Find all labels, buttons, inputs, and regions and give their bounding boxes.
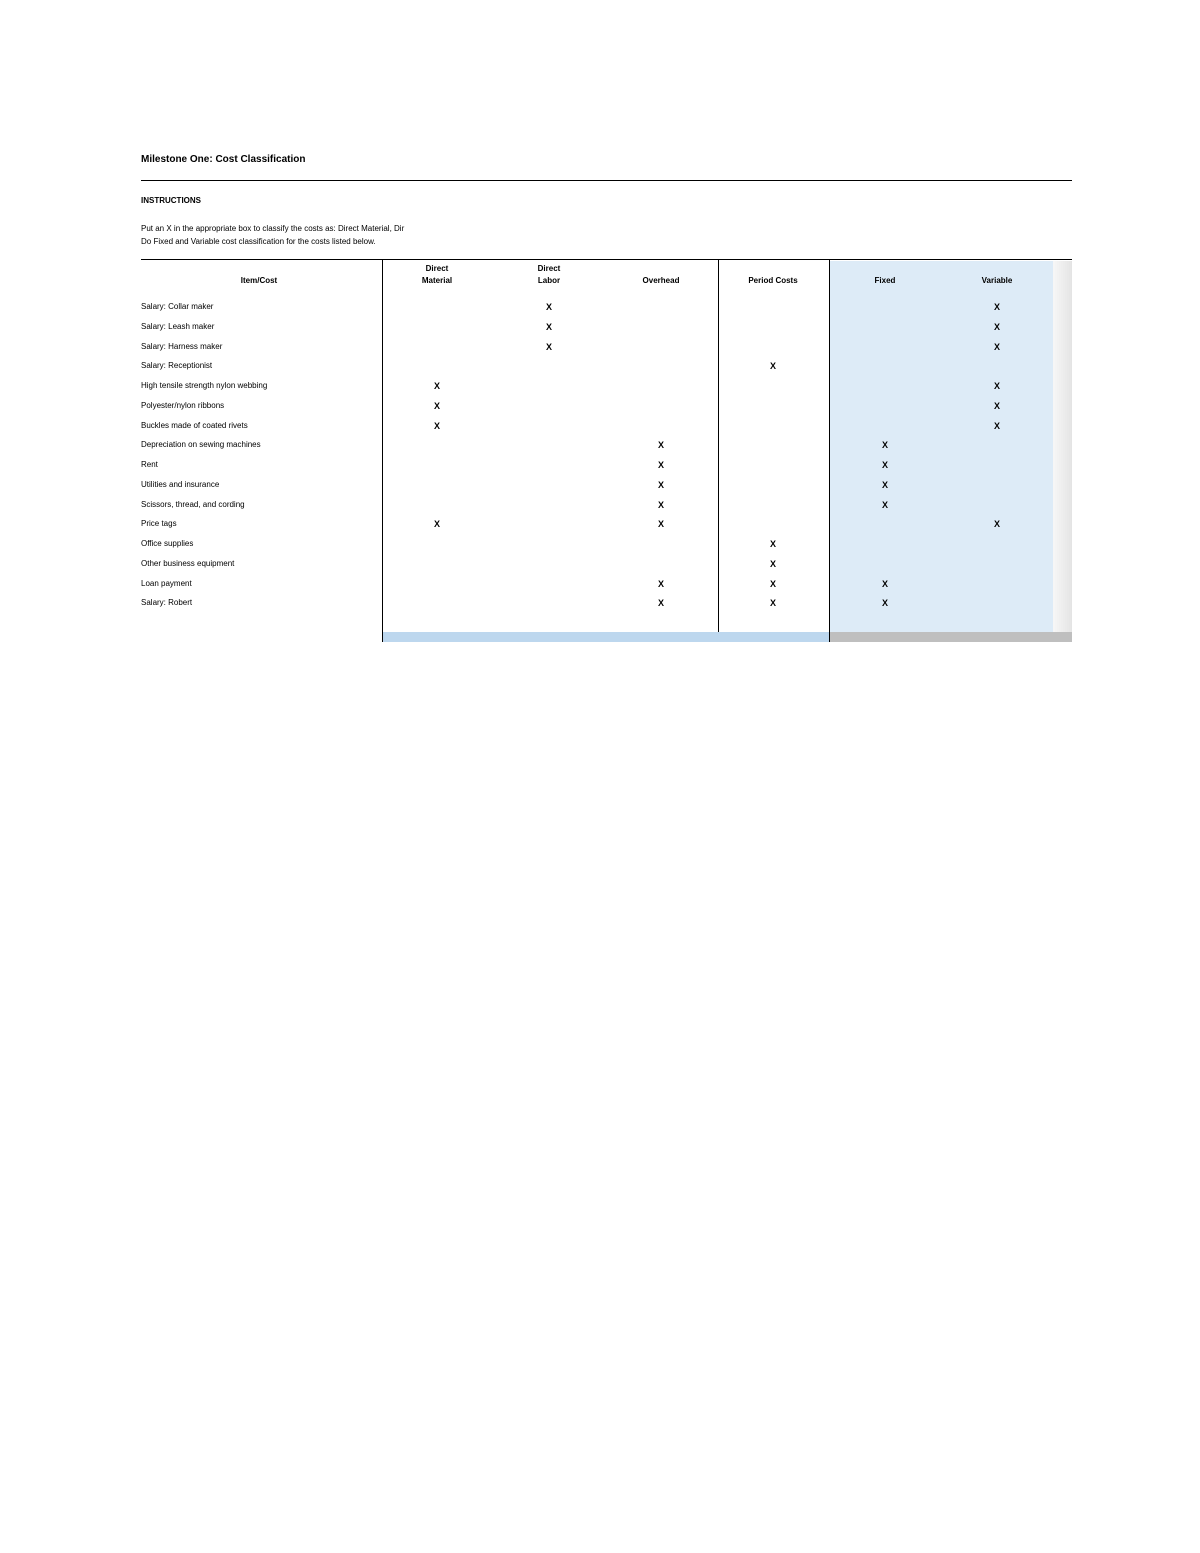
row-item-label: Salary: Robert <box>141 598 193 608</box>
row-item-label: Price tags <box>141 519 177 529</box>
table-footer-band-gray <box>830 632 1072 642</box>
header-fixed: Fixed <box>874 276 896 285</box>
mark-oh: X <box>657 598 664 609</box>
header-direct-material <box>387 263 487 287</box>
table-edge-shadow <box>1053 261 1072 632</box>
mark-vr: X <box>993 381 1000 391</box>
title-divider <box>141 180 1072 181</box>
mark-dl: X <box>545 302 552 312</box>
table-row <box>141 319 1053 339</box>
mark-oh: X <box>657 578 664 589</box>
table-row <box>141 536 1053 556</box>
mark-fx: X <box>881 460 888 470</box>
row-item-label: Office supplies <box>141 539 194 548</box>
table-row <box>141 576 1053 596</box>
document-title: Milestone One: Cost Classification <box>141 154 306 165</box>
row-item-label: Depreciation on sewing machines <box>141 440 261 450</box>
header-item-cost: Item/Cost <box>240 276 278 285</box>
row-item-label: Utilities and insurance <box>141 479 220 489</box>
mark-oh: X <box>657 460 664 470</box>
table-row <box>141 339 1053 359</box>
instructions-heading: INSTRUCTIONS <box>141 196 201 205</box>
mark-oh: X <box>657 519 664 530</box>
row-item-label: Buckles made of coated rivets <box>141 420 248 430</box>
table-row <box>141 457 1053 477</box>
row-item-label: Scissors, thread, and cording <box>141 499 245 509</box>
mark-dm: X <box>433 420 440 431</box>
table-row <box>141 497 1053 517</box>
instruction-line-1: Put an X in the appropriate box to classify the costs as: Direct Material, Dir <box>141 224 405 233</box>
table-row <box>141 299 1053 319</box>
mark-fx: X <box>881 598 888 609</box>
mark-oh: X <box>657 440 664 451</box>
table-row <box>141 477 1053 497</box>
row-item-label: Rent <box>141 460 158 469</box>
mark-vr: X <box>993 519 1000 530</box>
row-item-label: Salary: Leash maker <box>141 321 215 331</box>
instruction-line-2-text: Do Fixed and Variable cost classification for the costs listed below. <box>141 237 376 246</box>
mark-pc: X <box>769 598 776 609</box>
row-item-label: Salary: Collar maker <box>141 302 214 311</box>
header-variable: Variable <box>981 276 1013 285</box>
header-direct-labor <box>499 263 599 287</box>
mark-pc: X <box>769 558 776 569</box>
header-direct-labor-line1: Direct <box>537 264 561 273</box>
mark-oh: X <box>657 479 664 490</box>
row-item-label: Salary: Receptionist <box>141 361 213 371</box>
table-top-rule <box>141 259 1072 260</box>
mark-fx: X <box>881 440 888 451</box>
mark-dl: X <box>545 341 552 352</box>
header-direct-labor-line2: Labor <box>537 276 561 285</box>
mark-fx: X <box>881 499 888 510</box>
row-item-label: Other business equipment <box>141 558 235 568</box>
mark-dl: X <box>545 321 552 332</box>
table-row <box>141 418 1053 438</box>
mark-vr: X <box>993 400 1000 411</box>
row-item-label: High tensile strength nylon webbing <box>141 381 268 390</box>
table-row <box>141 437 1053 457</box>
table-row <box>141 378 1053 398</box>
table-row <box>141 595 1053 615</box>
table-row <box>141 516 1053 536</box>
mark-pc: X <box>769 361 776 372</box>
mark-pc: X <box>769 578 776 589</box>
mark-fx: X <box>881 479 888 490</box>
table-footer-band <box>383 632 829 642</box>
header-direct-material-line2: Material <box>421 276 453 285</box>
table-row <box>141 358 1053 378</box>
mark-dm: X <box>433 519 440 530</box>
row-item-label: Salary: Harness maker <box>141 341 223 351</box>
mark-vr: X <box>993 420 1000 431</box>
mark-fx: X <box>881 578 888 589</box>
table-row <box>141 398 1053 418</box>
header-direct-material-line1: Direct <box>425 264 449 273</box>
header-period-costs: Period Costs <box>748 276 798 285</box>
row-item-label: Polyester/nylon ribbons <box>141 400 225 410</box>
mark-oh: X <box>657 499 664 510</box>
row-item-label: Loan payment <box>141 578 192 588</box>
header-overhead: Overhead <box>642 276 680 285</box>
cost-classification-table <box>141 259 1072 642</box>
mark-dm: X <box>433 400 440 411</box>
table-row <box>141 556 1053 576</box>
mark-dm: X <box>433 381 440 391</box>
mark-vr: X <box>993 302 1000 312</box>
mark-pc: X <box>769 539 776 549</box>
mark-vr: X <box>993 341 1000 352</box>
instruction-line-2 <box>141 237 376 246</box>
mark-vr: X <box>993 321 1000 332</box>
